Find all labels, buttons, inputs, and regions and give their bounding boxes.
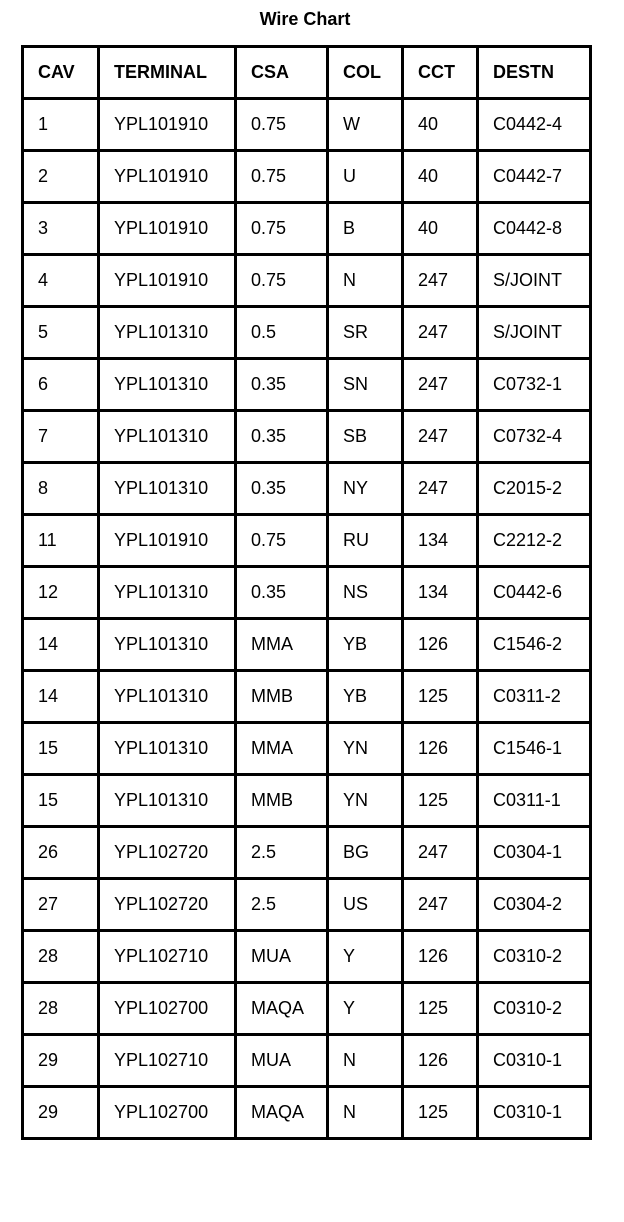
cell-cct: 247 (403, 463, 478, 515)
cell-terminal: YPL102720 (99, 879, 236, 931)
cell-cct: 134 (403, 515, 478, 567)
cell-col: N (328, 255, 403, 307)
header-destn: DESTN (478, 47, 591, 99)
cell-cav: 6 (23, 359, 99, 411)
cell-cav: 28 (23, 983, 99, 1035)
table-row (23, 411, 591, 463)
header-row (23, 47, 591, 99)
cell-col: RU (328, 515, 403, 567)
cell-csa: 2.5 (236, 879, 328, 931)
table-row (23, 203, 591, 255)
cell-csa: 0.75 (236, 255, 328, 307)
cell-destn: C0442-8 (478, 203, 591, 255)
cell-cct: 247 (403, 255, 478, 307)
cell-csa: MMA (236, 619, 328, 671)
table-row (23, 723, 591, 775)
table-row (23, 775, 591, 827)
cell-destn: C0442-4 (478, 99, 591, 151)
cell-cav: 15 (23, 775, 99, 827)
cell-destn: C0311-2 (478, 671, 591, 723)
cell-cav: 28 (23, 931, 99, 983)
table-row (23, 827, 591, 879)
cell-col: YB (328, 619, 403, 671)
cell-terminal: YPL101910 (99, 255, 236, 307)
cell-col: N (328, 1035, 403, 1087)
cell-cct: 247 (403, 307, 478, 359)
cell-csa: 2.5 (236, 827, 328, 879)
cell-col: NY (328, 463, 403, 515)
header-cct: CCT (403, 47, 478, 99)
cell-destn: C2212-2 (478, 515, 591, 567)
table-row (23, 255, 591, 307)
cell-cct: 126 (403, 619, 478, 671)
cell-col: YN (328, 775, 403, 827)
cell-col: U (328, 151, 403, 203)
cell-csa: MAQA (236, 983, 328, 1035)
cell-terminal: YPL101910 (99, 151, 236, 203)
cell-terminal: YPL101310 (99, 619, 236, 671)
cell-terminal: YPL102720 (99, 827, 236, 879)
cell-cav: 5 (23, 307, 99, 359)
cell-terminal: YPL101310 (99, 775, 236, 827)
table-row (23, 307, 591, 359)
cell-terminal: YPL102710 (99, 1035, 236, 1087)
cell-cct: 126 (403, 723, 478, 775)
cell-cct: 126 (403, 1035, 478, 1087)
cell-col: SB (328, 411, 403, 463)
cell-terminal: YPL101910 (99, 515, 236, 567)
cell-destn: C0442-6 (478, 567, 591, 619)
table-row (23, 879, 591, 931)
table-row (23, 1087, 591, 1139)
cell-cct: 247 (403, 359, 478, 411)
cell-cav: 4 (23, 255, 99, 307)
cell-cav: 26 (23, 827, 99, 879)
cell-destn: S/JOINT (478, 307, 591, 359)
cell-terminal: YPL101310 (99, 463, 236, 515)
cell-csa: 0.5 (236, 307, 328, 359)
cell-cav: 12 (23, 567, 99, 619)
cell-destn: C0310-2 (478, 931, 591, 983)
cell-cct: 125 (403, 671, 478, 723)
cell-destn: C1546-1 (478, 723, 591, 775)
cell-cct: 134 (403, 567, 478, 619)
table-row (23, 1035, 591, 1087)
cell-destn: S/JOINT (478, 255, 591, 307)
cell-col: SR (328, 307, 403, 359)
table-row (23, 463, 591, 515)
cell-terminal: YPL101310 (99, 567, 236, 619)
cell-terminal: YPL101910 (99, 99, 236, 151)
cell-cct: 247 (403, 827, 478, 879)
cell-terminal: YPL101310 (99, 671, 236, 723)
cell-col: N (328, 1087, 403, 1139)
cell-col: W (328, 99, 403, 151)
cell-terminal: YPL101910 (99, 203, 236, 255)
cell-cct: 125 (403, 775, 478, 827)
cell-destn: C0442-7 (478, 151, 591, 203)
cell-csa: 0.75 (236, 515, 328, 567)
cell-col: B (328, 203, 403, 255)
cell-cav: 29 (23, 1087, 99, 1139)
header-csa: CSA (236, 47, 328, 99)
cell-cav: 2 (23, 151, 99, 203)
cell-cav: 11 (23, 515, 99, 567)
table-row (23, 983, 591, 1035)
table-row (23, 515, 591, 567)
chart-title: Wire Chart (259, 9, 351, 29)
cell-destn: C0310-1 (478, 1035, 591, 1087)
cell-cav: 8 (23, 463, 99, 515)
cell-csa: MAQA (236, 1087, 328, 1139)
cell-col: BG (328, 827, 403, 879)
cell-cct: 40 (403, 99, 478, 151)
cell-cav: 3 (23, 203, 99, 255)
cell-cct: 247 (403, 411, 478, 463)
cell-cct: 40 (403, 151, 478, 203)
table-row (23, 619, 591, 671)
cell-csa: MUA (236, 931, 328, 983)
cell-terminal: YPL101310 (99, 359, 236, 411)
cell-destn: C0304-2 (478, 879, 591, 931)
cell-csa: 0.75 (236, 151, 328, 203)
cell-cav: 29 (23, 1035, 99, 1087)
cell-terminal: YPL101310 (99, 307, 236, 359)
cell-cav: 27 (23, 879, 99, 931)
cell-destn: C1546-2 (478, 619, 591, 671)
cell-cct: 247 (403, 879, 478, 931)
cell-csa: MMB (236, 671, 328, 723)
cell-col: NS (328, 567, 403, 619)
cell-col: US (328, 879, 403, 931)
cell-destn: C0732-1 (478, 359, 591, 411)
table-row (23, 567, 591, 619)
table-row (23, 671, 591, 723)
cell-col: Y (328, 983, 403, 1035)
cell-cav: 14 (23, 619, 99, 671)
cell-destn: C2015-2 (478, 463, 591, 515)
cell-cct: 126 (403, 931, 478, 983)
header-cav: CAV (23, 47, 99, 99)
header-terminal: TERMINAL (99, 47, 236, 99)
cell-terminal: YPL101310 (99, 723, 236, 775)
wire-chart-table (21, 45, 592, 1140)
table-body (23, 99, 591, 1139)
table-row (23, 931, 591, 983)
cell-csa: 0.35 (236, 567, 328, 619)
cell-csa: 0.35 (236, 463, 328, 515)
cell-destn: C0732-4 (478, 411, 591, 463)
table-row (23, 99, 591, 151)
cell-destn: C0310-1 (478, 1087, 591, 1139)
cell-terminal: YPL102700 (99, 983, 236, 1035)
cell-terminal: YPL102710 (99, 931, 236, 983)
cell-cav: 14 (23, 671, 99, 723)
cell-col: YB (328, 671, 403, 723)
cell-terminal: YPL101310 (99, 411, 236, 463)
cell-cav: 7 (23, 411, 99, 463)
cell-csa: MMB (236, 775, 328, 827)
cell-col: YN (328, 723, 403, 775)
cell-col: SN (328, 359, 403, 411)
cell-cct: 125 (403, 1087, 478, 1139)
cell-cav: 15 (23, 723, 99, 775)
cell-destn: C0310-2 (478, 983, 591, 1035)
cell-cct: 125 (403, 983, 478, 1035)
cell-cct: 40 (403, 203, 478, 255)
cell-csa: MMA (236, 723, 328, 775)
header-col: COL (328, 47, 403, 99)
table-row (23, 359, 591, 411)
cell-col: Y (328, 931, 403, 983)
cell-csa: 0.35 (236, 411, 328, 463)
table-row (23, 151, 591, 203)
cell-destn: C0304-1 (478, 827, 591, 879)
cell-terminal: YPL102700 (99, 1087, 236, 1139)
cell-csa: 0.75 (236, 99, 328, 151)
cell-csa: 0.35 (236, 359, 328, 411)
cell-cav: 1 (23, 99, 99, 151)
cell-destn: C0311-1 (478, 775, 591, 827)
cell-csa: MUA (236, 1035, 328, 1087)
cell-csa: 0.75 (236, 203, 328, 255)
